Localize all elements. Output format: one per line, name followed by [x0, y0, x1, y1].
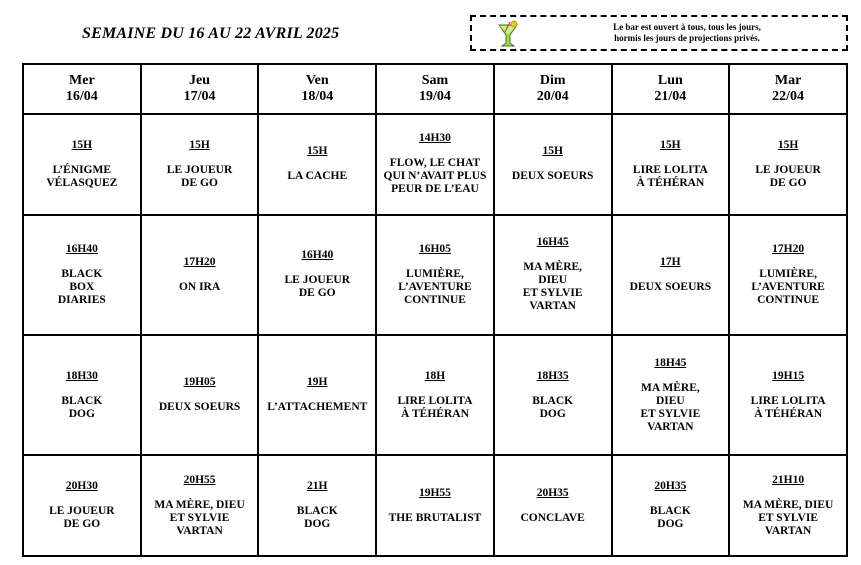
screening-cell: [141, 455, 259, 556]
screening-cell: [494, 455, 612, 556]
bar-notice: [470, 15, 848, 51]
film-title: BLACK DOG: [296, 505, 338, 531]
screening-cell: [494, 335, 612, 455]
screening-time: 15H: [71, 138, 93, 151]
day-header: [376, 64, 494, 114]
day-date: 19/04: [419, 89, 451, 104]
film-title: DEUX SOEURS: [629, 280, 712, 293]
screening-cell: [141, 114, 259, 215]
day-date: 18/04: [301, 89, 334, 104]
film-title: MA MÈRE, DIEU ET SYLVIE VARTAN: [522, 261, 583, 313]
screening-time: 18H: [424, 369, 446, 382]
day-header: [23, 64, 141, 114]
film-title: LE JOUEUR DE GO: [284, 274, 350, 300]
film-title: LUMIÈRE, L’AVENTURE CONTINUE: [398, 267, 472, 306]
screening-cell: [376, 455, 494, 556]
screening-time: 14H30: [418, 132, 451, 145]
film-title: FLOW, LE CHAT QUI N’AVAIT PLUS PEUR DE L’EAU: [383, 157, 487, 196]
film-title: BLACK DOG: [649, 505, 691, 531]
day-date: 17/04: [183, 89, 216, 104]
screening-time: 20H35: [536, 486, 569, 499]
screening-time: 18H30: [65, 369, 98, 382]
film-title: MA MÈRE, DIEU ET SYLVIE VARTAN: [154, 498, 245, 537]
screening-time: 21H10: [772, 473, 805, 486]
day-header: [729, 64, 847, 114]
screening-time: 15H: [777, 138, 799, 151]
day-date: 16/04: [65, 89, 98, 104]
day-name: Jeu: [189, 73, 211, 88]
day-name: Mar: [774, 73, 802, 88]
film-title: LE JOUEUR DE GO: [166, 163, 233, 189]
day-date: 22/04: [772, 89, 805, 104]
screening-time: 17H20: [183, 255, 216, 268]
day-date: 21/04: [654, 89, 687, 104]
day-header: [612, 64, 730, 114]
screening-time: 19H55: [418, 486, 451, 499]
table-row: [23, 114, 847, 215]
screening-cell: [141, 215, 259, 335]
screening-time: 20H55: [183, 473, 216, 486]
day-header: [258, 64, 376, 114]
table-row: [23, 215, 847, 335]
notice-line-2: hormis les jours de projections privés.: [614, 33, 760, 43]
screening-time: 16H40: [301, 249, 334, 262]
screening-time: 15H: [307, 145, 328, 158]
screening-time: 19H05: [183, 376, 216, 389]
film-title: LIRE LOLITA À TÉHÉRAN: [397, 394, 473, 420]
screening-cell: [23, 215, 141, 335]
screening-cell: [729, 335, 847, 455]
film-title: L’ATTACHEMENT: [267, 401, 368, 414]
day-header: [494, 64, 612, 114]
screening-cell: [258, 114, 376, 215]
film-title: LE JOUEUR DE GO: [49, 505, 115, 531]
film-title: LIRE LOLITA À TÉHÉRAN: [750, 394, 826, 420]
screening-cell: [376, 114, 494, 215]
screening-time: 17H: [660, 255, 681, 268]
table-row: [23, 335, 847, 455]
cocktail-glass-icon: [496, 19, 520, 49]
notice-line-1: Le bar est ouvert à tous, tous les jours,: [613, 22, 761, 32]
day-name: Lun: [657, 73, 683, 88]
screening-time: 18H45: [654, 356, 687, 369]
film-title: BLACK DOG: [532, 394, 574, 420]
day-header: [141, 64, 259, 114]
screening-cell: [729, 455, 847, 556]
screening-cell: [258, 335, 376, 455]
screening-cell: [612, 335, 730, 455]
film-title: LA CACHE: [287, 170, 348, 183]
page-title: SEMAINE DU 16 AU 22 AVRIL 2025: [82, 25, 340, 42]
table-row: [23, 455, 847, 556]
film-title: LE JOUEUR DE GO: [755, 163, 821, 189]
screening-cell: [23, 114, 141, 215]
screening-time: 19H: [307, 376, 328, 389]
film-title: LIRE LOLITA À TÉHÉRAN: [632, 163, 708, 189]
film-title: LUMIÈRE, L’AVENTURE CONTINUE: [751, 267, 825, 306]
day-name: Sam: [421, 73, 449, 88]
screening-time: 15H: [542, 145, 563, 158]
film-title: MA MÈRE, DIEU ET SYLVIE VARTAN: [640, 381, 701, 433]
screening-cell: [494, 215, 612, 335]
day-date: 20/04: [536, 89, 569, 104]
screening-time: 15H: [660, 138, 681, 151]
screening-cell: [612, 455, 730, 556]
screening-cell: [23, 455, 141, 556]
film-title: MA MÈRE, DIEU ET SYLVIE VARTAN: [742, 498, 834, 537]
screening-cell: [729, 215, 847, 335]
screening-cell: [258, 215, 376, 335]
screening-time: 20H35: [654, 480, 687, 493]
screening-cell: [376, 215, 494, 335]
film-title: BLACK DOG: [61, 394, 103, 420]
screening-time: 17H20: [772, 242, 805, 255]
screening-cell: [23, 335, 141, 455]
screening-time: 16H40: [65, 242, 98, 255]
screening-time: 18H35: [536, 369, 569, 382]
film-title: BLACK BOX DIARIES: [57, 267, 106, 306]
notice-text: [534, 22, 840, 44]
film-title: ON IRA: [178, 280, 221, 293]
screening-cell: [494, 114, 612, 215]
screening-cell: [376, 335, 494, 455]
screening-cell: [612, 114, 730, 215]
header-row: [23, 64, 847, 114]
film-title: DEUX SOEURS: [511, 170, 594, 183]
screening-time: 20H30: [65, 480, 98, 493]
film-title: CONCLAVE: [520, 511, 585, 524]
schedule-table: [22, 63, 848, 557]
screening-cell: [141, 335, 259, 455]
screening-time: 16H05: [418, 242, 451, 255]
film-title: DEUX SOEURS: [158, 401, 241, 414]
day-name: Ven: [305, 73, 329, 88]
day-name: Dim: [539, 73, 566, 88]
film-title: L’ÉNIGME VÉLASQUEZ: [46, 163, 118, 189]
screening-cell: [729, 114, 847, 215]
screening-cell: [258, 455, 376, 556]
day-name: Mer: [69, 73, 95, 88]
screening-time: 19H15: [772, 369, 805, 382]
screening-time: 16H45: [536, 236, 569, 249]
screening-time: 21H: [307, 480, 328, 493]
screening-time: 15H: [189, 138, 210, 151]
screening-cell: [612, 215, 730, 335]
film-title: THE BRUTALIST: [388, 511, 482, 524]
